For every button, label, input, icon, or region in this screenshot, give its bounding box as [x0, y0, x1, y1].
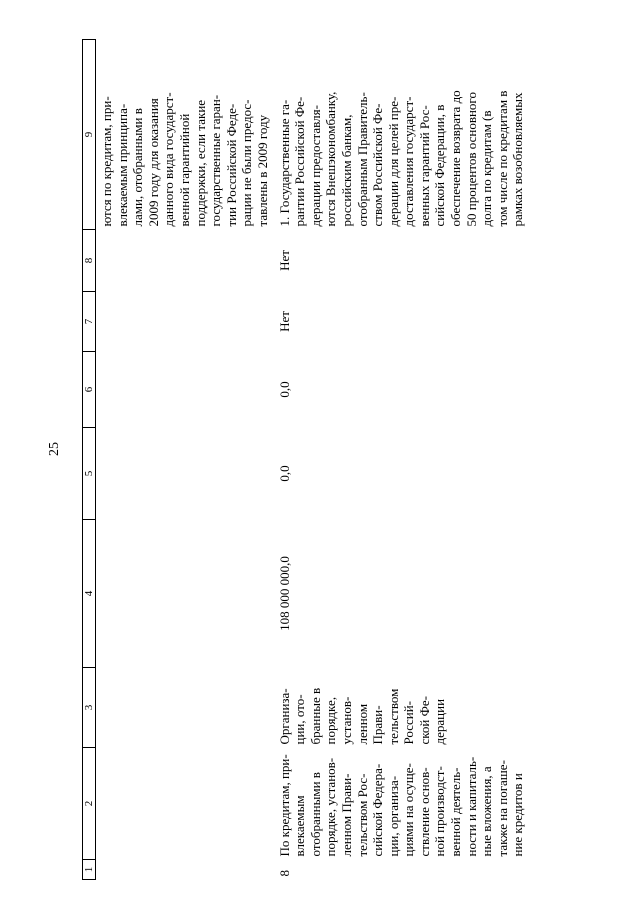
text-line: долга по кредитам (в: [479, 110, 495, 227]
text-line: рамках возобновляемых: [510, 92, 526, 227]
value-cell-col6: 0,0: [276, 381, 292, 398]
text-line: ции, ото-: [292, 694, 308, 745]
text-line: ности и капиталь-: [463, 756, 479, 857]
text-line: обеспечение возврата до: [448, 90, 464, 227]
value-cell-col8: Нет: [276, 250, 292, 271]
text-line: сийской Федерации, в: [432, 104, 448, 227]
text-line: порядке, установ-: [323, 757, 339, 857]
text-line: данного вида государст-: [161, 92, 177, 227]
credit-purpose-cell: [271, 748, 527, 860]
terms-cell: [271, 40, 527, 230]
text-line: ленном Прави-: [338, 773, 354, 857]
text-line: дерации предоставля-: [307, 105, 323, 227]
guarantee-table: [82, 39, 526, 880]
row-number: 8: [276, 870, 292, 877]
header-col-4: 4: [83, 520, 96, 668]
text-line: ются Внешэкономбанку,: [323, 91, 339, 227]
text-line: сийской Федера-: [370, 763, 386, 857]
text-line: тии Российской Феде-: [223, 103, 239, 227]
text-line: ствление основ-: [416, 767, 432, 857]
value-cell-col7: Нет: [276, 311, 292, 332]
value-cell-col5: 0,0: [276, 465, 292, 482]
text-line: отобранным Правитель-: [354, 92, 370, 227]
header-row: [83, 40, 96, 880]
text-line: тельством: [385, 688, 401, 745]
text-line: ние кредитов и: [510, 773, 526, 857]
text-line: влекаемым: [292, 795, 308, 857]
table-row: [271, 40, 527, 880]
text-line: рантии Российской Фе-: [292, 96, 308, 227]
text-line: циями на осуще-: [401, 763, 417, 857]
text-line: том числе по кредитам в: [494, 90, 510, 227]
text-line: бранные в: [307, 687, 323, 745]
guarantee-amount-cell: 108 000 000,0: [276, 556, 292, 631]
text-line: рации не были предос-: [239, 99, 255, 227]
text-line: дерации: [432, 698, 448, 745]
text-line: ленном: [354, 703, 370, 745]
header-col-8: 8: [83, 230, 96, 292]
text-line: установ-: [338, 696, 354, 745]
continued-terms-cell: [96, 40, 271, 230]
text-line: 50 процентов основного: [463, 92, 479, 227]
header-col-1: 1: [83, 860, 96, 880]
text-line: 1. Государственные га-: [276, 99, 292, 227]
principal-cell: [271, 668, 527, 748]
text-line: Организа-: [276, 688, 292, 745]
text-line: поддержки, если такие: [192, 99, 208, 227]
rotated-table-frame: [82, 40, 622, 880]
page-number-text: 25: [47, 442, 62, 456]
header-col-9: 9: [83, 40, 96, 230]
text-line: По кредитам, при-: [276, 754, 292, 857]
text-line: доставления государст-: [401, 96, 417, 227]
text-line: отобранными в: [307, 772, 323, 857]
text-line: тельством Рос-: [354, 773, 370, 857]
text-line: Прави-: [370, 705, 386, 745]
text-line: ются по кредитам, при-: [99, 96, 114, 227]
text-line: ской Фе-: [416, 695, 432, 745]
text-line: 2009 году для оказания: [145, 98, 161, 227]
text-line: венных гарантий Рос-: [416, 105, 432, 227]
header-col-7: 7: [83, 292, 96, 352]
header-col-6: 6: [83, 352, 96, 428]
header-col-5: 5: [83, 428, 96, 520]
text-line: государственные гаран-: [208, 94, 224, 227]
continued-row: [96, 40, 271, 880]
text-line: венной деятель-: [448, 767, 464, 857]
page-number: [45, 439, 65, 459]
text-line: также на погаше-: [494, 760, 510, 857]
text-line: венной гарантийной: [176, 113, 192, 227]
text-line: влекаемым принципа-: [114, 103, 130, 227]
header-col-2: 2: [83, 748, 96, 860]
text-line: ные вложения, а: [479, 766, 495, 857]
text-line: ной производст-: [432, 766, 448, 857]
text-line: российским банкам,: [338, 114, 354, 227]
text-line: тавлены в 2009 году: [254, 114, 270, 227]
text-line: ством Российской Фе-: [370, 103, 386, 227]
text-line: порядке,: [323, 696, 339, 745]
text-line: дерации для целей пре-: [385, 96, 401, 227]
text-line: ции, организа-: [385, 775, 401, 857]
text-line: лами, отобранными в: [130, 108, 146, 227]
header-col-3: 3: [83, 668, 96, 748]
text-line: Россий-: [401, 700, 417, 745]
